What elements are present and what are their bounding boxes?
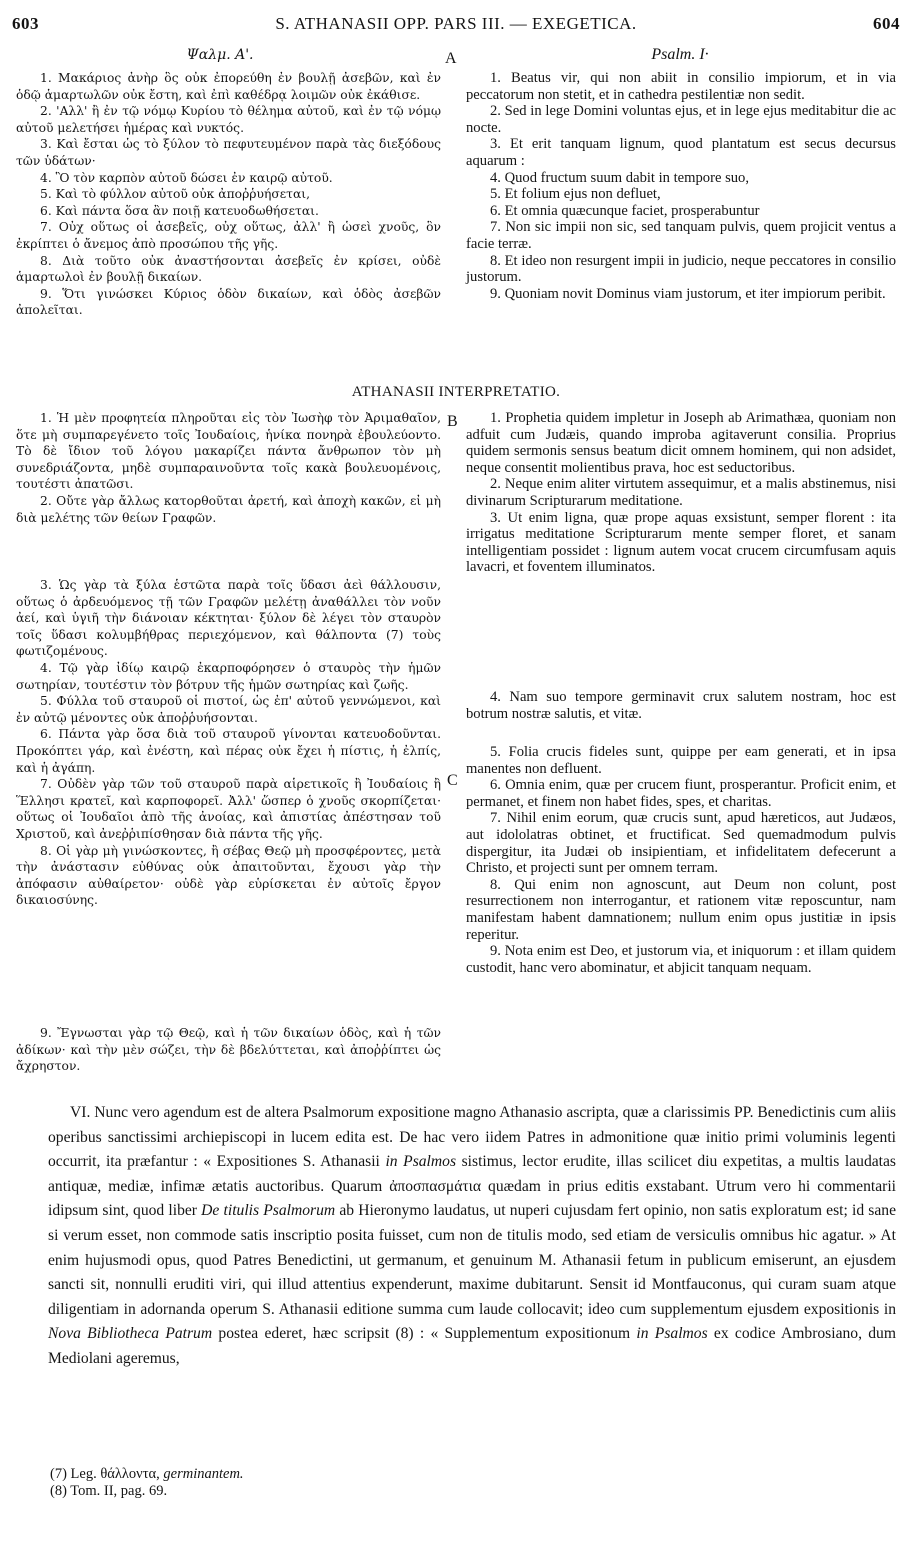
greek-verse: 8. Διὰ τοῦτο οὐκ ἀναστήσονται ἀσεβεῖς ἐν κρίσει, οὐδὲ ἁμαρτωλοὶ ἐν βουλῇ δικαίων.	[16, 253, 441, 285]
latin-verse: 9. Quoniam novit Dominus viam justorum, et iter impiorum peribit.	[490, 285, 886, 302]
greek-paragraph: 2. Οὔτε γὰρ ἄλλως κατορθοῦται ἀρετή, καὶ ἀποχὴ κακῶν, εἰ μὴ διὰ μελέτης τῶν θείων Γραφῶν.	[16, 493, 441, 525]
greek-paragraph: 1. Ἡ μὲν προφητεία πληροῦται εἰς τὸν Ἰωσὴφ τὸν Ἀριμαθαῖον, ὅτε μὴ συμπαρεγένετο τοῖς Ἰουδαίοις, ἡνίκα πονηρὰ ἐβουλεύοντο. Τὸ δὲ ἴδιον τοῦ λόγου μακαρίζει πάντα ἄνθρωπον τὸν μὴ συνεδριάζοντα, μηδὲ συμπαραινοῦντα τοῖς κακὰ βουλευομένοις, τουτέστι ἀπατῶσι.	[16, 411, 441, 492]
text-run: ex codice Ambrosiano, dum Mediolani ageremus,	[48, 1325, 896, 1367]
latin-verse: 8. Et ideo non resurgent impii in judicio, neque peccatores in consilio justorum.	[466, 252, 896, 286]
greek-paragraph: 4. Τῷ γὰρ ἰδίῳ καιρῷ ἐκαρποφόρησεν ὁ σταυρὸς τὴν ἡμῶν σωτηρίαν, τουτέστιν τὸν βότρυν τῆς ἡμῶν σωτηρίας καὶ ζωῆς.	[16, 660, 441, 692]
italic-run: Nova Bibliotheca Patrum	[48, 1325, 213, 1343]
latin-paragraph: 2. Neque enim aliter virtutem assequimur, et a malis abstinemus, nisi divinarum Scripturarum meditatione.	[466, 476, 896, 509]
latin-verse: 1. Beatus vir, qui non abiit in consilio impiorum, et in via peccatorum non stetit, et in cathedra pestilentiæ non sedit.	[466, 70, 896, 103]
latin-paragraph: 4. Nam suo tempore germinavit crux salutem nostram, hoc est botrum nostræ salutis, et vitæ.	[466, 689, 896, 722]
latin-verse: 6. Et omnia quæcunque faciet, prosperabuntur	[490, 202, 760, 219]
latin-paragraph: 1. Prophetia quidem impletur in Joseph ab Arimathæa, quoniam non adfuit cum Judæis, quando improba agitaverunt consilia. Proprius quidem sermonis sensus beatum dicit omnem hominem, qui non adsidet, neque consentit molientibus prava, hoc est seductoribus.	[466, 410, 896, 476]
greek-paragraph: 3. Ὡς γὰρ τὰ ξύλα ἑστῶτα παρὰ τοῖς ὕδασι ἀεὶ θάλλουσιν, οὕτως ὁ ἀρδευόμενος τῇ τῶν Γραφῶν μελέτῃ ἀναθάλλει τὸν νοῦν ἀεί, καὶ ὑγιῆ τὴν διάνοιαν κέκτηται· ξύλον δὲ λέγει τὸν σταυρὸν τοῖς ὕδασι κολυμβήθρας περιεχόμενον, καὶ θάλποντα (7) τοὺς φωτιζομένους.	[16, 578, 441, 659]
italic-run: in Psalmos	[385, 1153, 457, 1171]
psalm-greek-title: Ψαλμ. Α'.	[186, 47, 254, 63]
interpretatio-greek-column-end	[16, 1025, 441, 1075]
greek-verse: 1. Μακάριος ἀνὴρ ὃς οὐκ ἐπορεύθη ἐν βουλῇ ἀσεβῶν, καὶ ἐν ὁδῷ ἁμαρτωλῶν οὐκ ἔστη, καὶ ἐπὶ καθέδρᾳ λοιμῶν οὐκ ἐκάθισε.	[16, 71, 441, 102]
latin-verse: 7. Non sic impii non sic, sed tanquam pulvis, quem projicit ventus a facie terræ.	[466, 219, 896, 252]
text-run: ab Hieronymo laudatus, ut nuperi cujusdam fert opinio, non satis exploratum est; id sane si verum esset, non commode satis inscriptio posita fuisset, cum non de titulis modo, sed etiam de versiculis omnibus hic agatur. » At enim hujusmodi opus, quod Patres Benedictini, ut germanum, et genuinum M. Athanasii fetum in publicum emiserunt, an ejusdem sancti sit, nonnulli eruditi viri, qui illud attentius expenderunt, maxime dubitarunt. Sensit id Montfauconus, qui curam suam atque diligentiam in adornanda operum S. Athanasii editione summa cum laude collocavit; ideo cum supplementum ejusdem expositionis in	[48, 1202, 897, 1318]
text-run: VI. Nunc vero agendum est de altera Psalmorum expositione magno Athanasio ascripta, quæ a clarissimis PP. Benedictinis cum aliis operibus sanctissimi archiepiscopi in lucem edita est. De hac vero iidem Patres in admonitione quæ initio primi voluminis legenti occurrit, ita præfantur : « Expositiones S. Athanasii	[48, 1104, 896, 1171]
running-header	[12, 4, 900, 36]
greek-paragraph: 5. Φύλλα τοῦ σταυροῦ οἱ πιστοί, ὡς ἐπ' αὐτοῦ γεννώμενοι, καὶ ἐν αὐτῷ μένοντες οὐκ ἀποῤῥυήσονται.	[16, 694, 441, 725]
interpretatio-latin-column	[466, 410, 896, 576]
page-number-left: 603	[12, 14, 39, 33]
text-run: sistimus, lector erudite, illas scilicet diu expetitas, a multis laudatas antiquæ, mediæ, infimæ ætatis auctoribus. Quarum ἀποσπασμάτια quædam in prius editis exstabant. Utrum vero hi commentarii idipsum sint, quod liber	[48, 1153, 897, 1220]
page-number-right: 604	[873, 14, 900, 33]
greek-verse: 7. Οὐχ οὕτως οἱ ἀσεβεῖς, οὐχ οὕτως, ἀλλ' ἢ ὡσεὶ χνοῦς, ὃν ἐκρίπτει ὁ ἄνεμος ἀπὸ προσώπου τῆς γῆς.	[16, 220, 441, 251]
footnote-7	[50, 1466, 244, 1483]
greek-paragraph: 8. Οἱ γὰρ μὴ γινώσκοντες, ἢ σέβας Θεῷ μὴ προσφέροντες, μετὰ τὴν ἀνάστασιν εὐθύνας οὐκ ἀπαιτοῦνται, ἔχουσι γὰρ τὴν ἀπόφασιν αὐθαίρετον· οὐδὲ γὰρ εὑρίσκεται ἐν αὐτοῖς ἔργον δικαιοσύνης.	[16, 843, 441, 908]
greek-paragraph: 9. Ἔγνωσται γὰρ τῷ Θεῷ, καὶ ἡ τῶν δικαίων ὁδὸς, καὶ ἡ τῶν ἀδίκων· καὶ τὴν μὲν σώζει, τὴν δὲ βδελύττεται, καὶ ἀποῤῥίπτει ὡς ἄχρηστον.	[16, 1026, 441, 1074]
greek-verse: 6. Καὶ πάντα ὅσα ἂν ποιῇ κατευοδωθήσεται.	[40, 203, 319, 218]
psalm-greek-column	[16, 70, 441, 319]
latin-paragraph: 3. Ut enim ligna, quæ prope aquas exsistunt, semper florent : ita irrigatus meditatione Scripturarum mente semper floret, et sanam intelligentiam possidet : lignum autem vocat crucem circumfusam aquis lavacri, et foventem illuminatos.	[466, 509, 896, 576]
greek-verse: 9. Ὅτι γινώσκει Κύριος ὁδὸν δικαίων, καὶ ὁδὸς ἀσεβῶν ἀπολεῖται.	[16, 286, 441, 318]
latin-paragraph: 7. Nihil enim eorum, quæ crucis sunt, apud hæreticos, aut Judæos, aut idololatras obtinet, et fructificat. Sed quemadmodum pulvis dispergitur, ita Judæi ob insipientiam, et infidelitatem defecerunt a Christo, et projecti sunt per omnem terram.	[466, 810, 896, 877]
greek-paragraph: 7. Οὐδὲν γὰρ τῶν τοῦ σταυροῦ παρὰ αἱρετικοῖς ἢ Ἰουδαίοις ἢ Ἕλλησι κρατεῖ, καὶ καρποφορεῖ. Ἀλλ' ὥσπερ ὁ χνοῦς σκορπίζεται· οὕτως οἱ Ἰουδαῖοι ἀπὸ τῆς ἀνοίας, καὶ ἀπιστίας ἀπέστησαν τοῦ Χριστοῦ, καὶ ἀνεῤῥιπίσθησαν διὰ πάντα τῆς γῆς.	[16, 777, 441, 841]
interpretatio-greek-column	[16, 410, 441, 526]
greek-paragraph: 6. Πάντα γὰρ ὅσα διὰ τοῦ σταυροῦ γίνονται κατευοδοῦνται. Προκόπτει γάρ, καὶ ἐνέστη, καὶ πέρας οὐκ ἔχει ἡ πίστις, ἡ ἐλπίς, καὶ ἡ ἀγάπη.	[16, 727, 441, 775]
greek-verse: 4. Ὃ τὸν καρπὸν αὐτοῦ δώσει ἐν καιρῷ αὐτοῦ.	[40, 170, 333, 185]
interpretatio-title: ATHANASII INTERPRETATIO.	[351, 384, 561, 400]
greek-verse: 2. 'Αλλ' ἢ ἐν τῷ νόμῳ Κυρίου τὸ θέλημα αὐτοῦ, καὶ ἐν τῷ νόμῳ αὐτοῦ μελετήσει ἡμέρας καὶ νυκτός.	[16, 104, 441, 135]
latin-paragraph: 5. Folia crucis fideles sunt, quippe per eam generati, et in ipsa manentes non defluent.	[466, 744, 896, 777]
psalm-latin-title: Psalm. I·	[651, 46, 709, 63]
interpretatio-latin-column-cont2	[466, 744, 896, 976]
greek-verse: 5. Καὶ τὸ φύλλον αὐτοῦ οὐκ ἀποῤῥυήσεται,	[40, 187, 310, 202]
interpretatio-greek-column-cont	[16, 577, 441, 909]
latin-paragraph: 6. Omnia enim, quæ per crucem fiunt, prosperantur. Proficit enim, et permanet, et finem non habet fides, spes, et charitas.	[466, 777, 896, 810]
footnote-text: (7) Leg. θάλλοντα,	[50, 1466, 164, 1482]
greek-verse: 3. Καὶ ἔσται ὡς τὸ ξύλον τὸ πεφυτευμένον παρὰ τὰς διεξόδους τῶν ὑδάτων·	[16, 137, 441, 168]
column-marker-b: B	[447, 413, 458, 430]
latin-verse: 2. Sed in lege Domini voluntas ejus, et in lege ejus meditabitur die ac nocte.	[466, 103, 896, 136]
psalm-latin-column	[466, 70, 896, 302]
latin-verse: 4. Quod fructum suum dabit in tempore suo,	[490, 169, 750, 186]
footnote-8: (8) Tom. II, pag. 69.	[50, 1483, 168, 1499]
latin-paragraph: 9. Nota enim est Deo, et justorum via, et iniquorum : et illam quidem custodit, hanc vero abominatur, et abjicit tanquam nequam.	[466, 943, 896, 976]
section-vi-text	[48, 1101, 896, 1372]
italic-run: in Psalmos	[636, 1325, 708, 1343]
latin-verse: 5. Et folium ejus non defluet,	[490, 186, 661, 203]
column-marker-a: A	[445, 50, 457, 67]
italic-run: De titulis Psalmorum	[201, 1202, 336, 1220]
running-title: S. ATHANASII OPP. PARS III. — EXEGETICA.	[275, 14, 637, 33]
column-marker-c: C	[447, 772, 458, 789]
latin-paragraph: 8. Qui enim non agnoscunt, aut Deum non colunt, post resurrectionem non interrogantur, et rationem vitæ reposcuntur, nam manifestam habent damnationem; nullum enim opus justitiæ in ipsis reperitur.	[466, 876, 896, 943]
latin-verse: 3. Et erit tanquam lignum, quod plantatum est secus decursus aquarum :	[466, 136, 896, 169]
interpretatio-latin-column-cont	[466, 689, 896, 722]
section-vi-paragraph	[48, 1101, 896, 1372]
text-run: postea ederet, hæc scripsit (8) : « Supplementum expositionum	[212, 1325, 637, 1343]
footnotes	[50, 1466, 244, 1500]
footnote-italic: germinantem.	[163, 1466, 244, 1482]
